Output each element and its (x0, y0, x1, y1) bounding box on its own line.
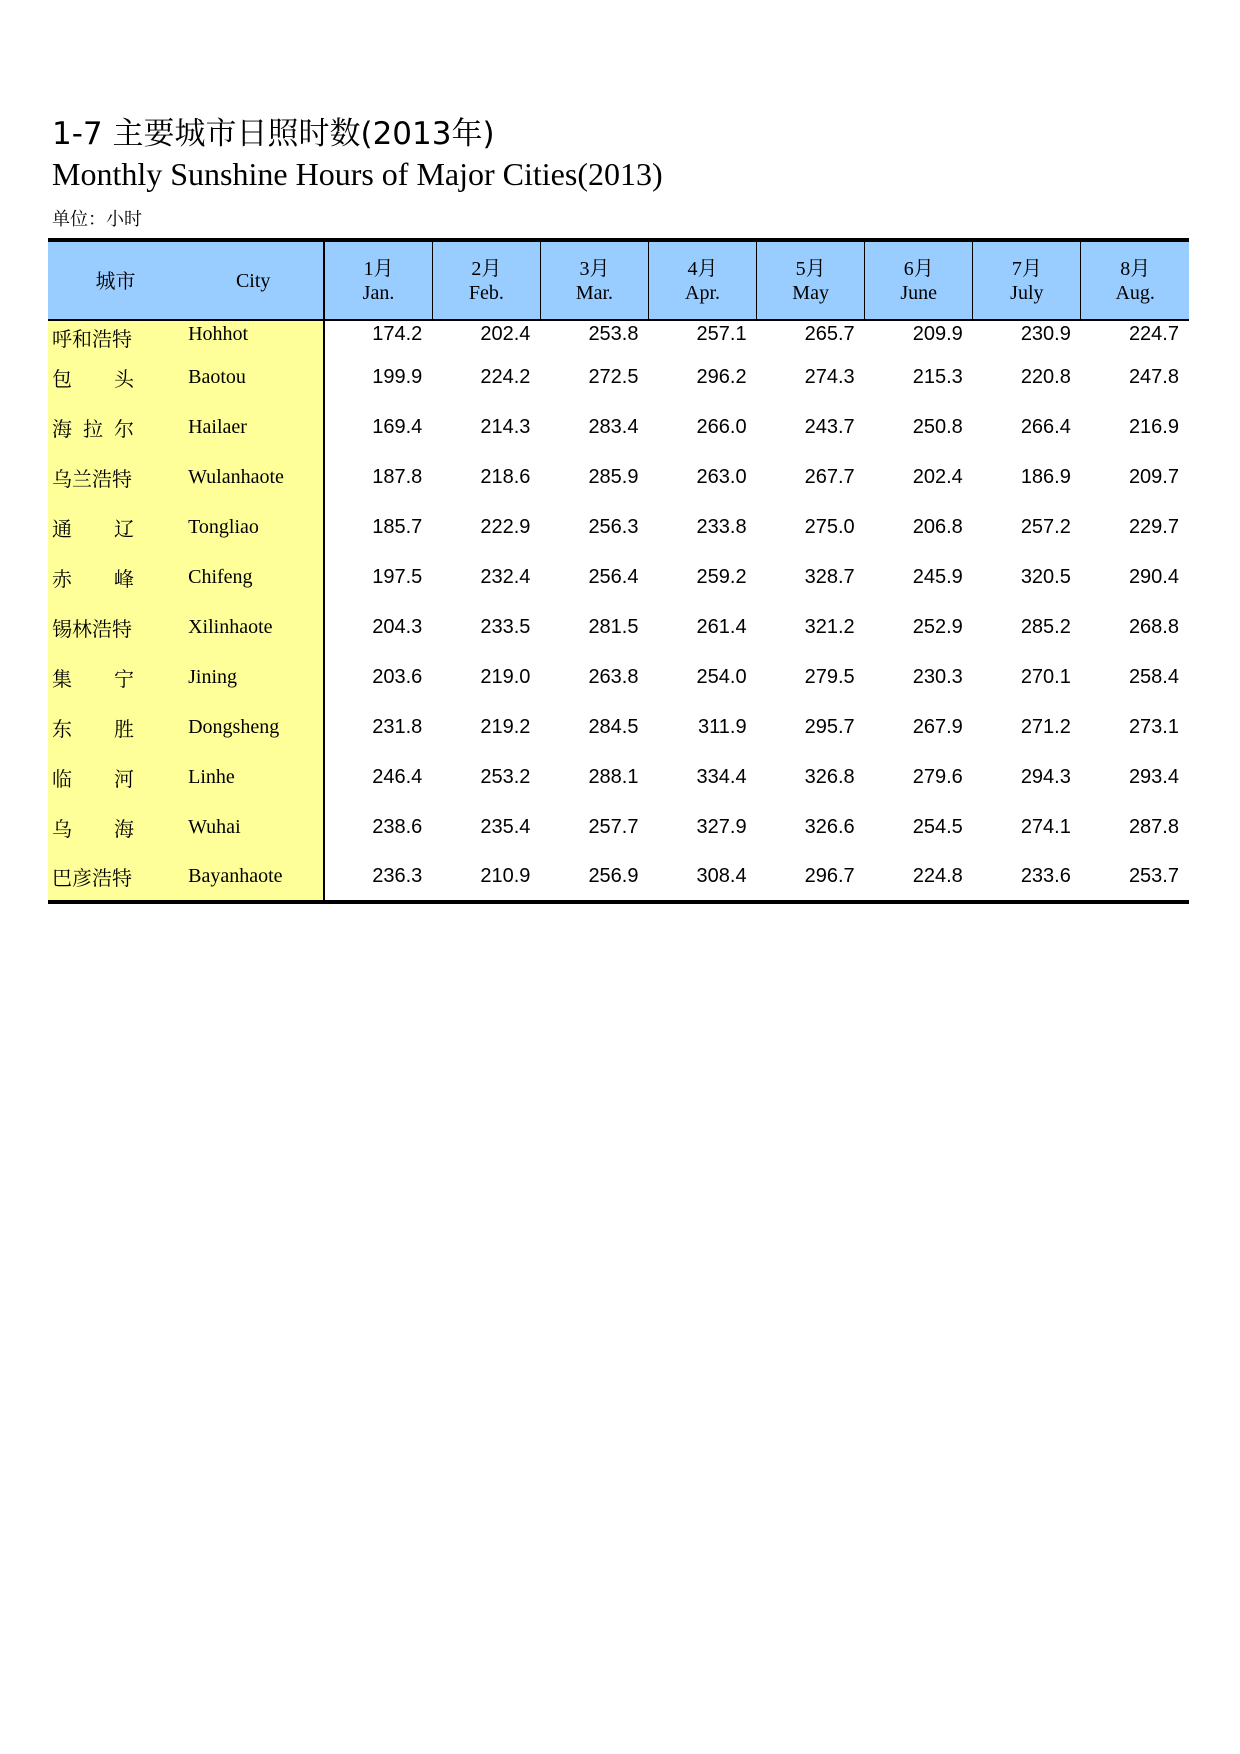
sunshine-hours-value: 274.3 (804, 365, 855, 388)
city-name-cn-text: 海拉尔 (52, 416, 134, 441)
month-en: Feb. (468, 281, 504, 304)
sunshine-hours-value: 229.7 (1128, 515, 1179, 538)
sunshine-hours-value: 285.2 (1020, 615, 1071, 638)
city-name-en: Xilinhaote (183, 602, 324, 652)
column-header-city-cn: 城市 (48, 240, 183, 320)
city-name-cn (48, 320, 183, 352)
sunshine-hours-value: 279.5 (804, 665, 855, 688)
sunshine-hours-value: 268.8 (1128, 615, 1179, 638)
month-cn: 3月 (579, 257, 610, 280)
sunshine-hours-value: 263.8 (588, 665, 639, 688)
city-name-cn (48, 752, 183, 802)
sunshine-hours-value: 279.6 (912, 765, 963, 788)
unit-label: 单位：小时 (52, 209, 142, 230)
sunshine-hours-value: 259.2 (696, 565, 747, 588)
city-name-cn-text: 通辽 (52, 516, 134, 541)
month-cn: 5月 (795, 257, 826, 280)
sunshine-hours-value: 296.2 (696, 365, 747, 388)
column-header-city-en: City (183, 240, 324, 320)
sunshine-hours-value: 308.4 (649, 852, 757, 902)
sunshine-hours-value: 214.3 (480, 415, 531, 438)
sunshine-hours-value: 199.9 (372, 365, 423, 388)
sunshine-hours-value: 243.7 (804, 415, 855, 438)
sunshine-hours-value: 273.1 (1128, 715, 1179, 738)
sunshine-hours-value: 257.1 (696, 323, 747, 345)
table-row (48, 602, 1189, 652)
sunshine-hours-value: 220.8 (1020, 365, 1071, 388)
sunshine-hours-value: 222.9 (480, 515, 531, 538)
sunshine-hours-value: 272.5 (588, 365, 639, 388)
sunshine-hours-value: 187.8 (372, 465, 423, 488)
month-cn: 7月 (1011, 257, 1042, 280)
sunshine-hours-value: 218.6 (480, 465, 531, 488)
sunshine-hours-value: 233.5 (480, 615, 531, 638)
sunshine-hours-value: 281.5 (588, 615, 639, 638)
sunshine-hours-value: 290.4 (1128, 565, 1179, 588)
sunshine-hours-value: 266.4 (1020, 415, 1071, 438)
page-title-english: Monthly Sunshine Hours of Major Cities(2013) (52, 156, 663, 192)
city-name-cn (48, 602, 183, 652)
sunshine-hours-value: 246.4 (372, 765, 423, 788)
sunshine-hours-value: 210.9 (432, 852, 540, 902)
city-name-en: Chifeng (183, 552, 324, 602)
sunshine-hours-value: 219.2 (480, 715, 531, 738)
city-name-cn (48, 702, 183, 752)
city-name-en: Baotou (183, 352, 324, 402)
sunshine-hours-value: 224.7 (1128, 323, 1179, 345)
city-name-en: Jining (183, 652, 324, 702)
sunshine-hours-value: 209.7 (1128, 465, 1179, 488)
page-title-chinese: 1-7 主要城市日照时数(2013年) (52, 116, 495, 152)
sunshine-hours-value: 204.3 (372, 615, 423, 638)
sunshine-hours-table (48, 238, 1189, 904)
sunshine-hours-value: 311.9 (698, 715, 747, 738)
city-name-cn (48, 452, 183, 502)
city-name-en: Bayanhaote (183, 852, 324, 902)
sunshine-hours-value: 274.1 (1020, 815, 1071, 838)
month-en: Jan. (362, 281, 395, 304)
sunshine-hours-value: 252.9 (912, 615, 963, 638)
sunshine-hours-value: 261.4 (696, 615, 747, 638)
sunshine-hours-value: 174.2 (372, 323, 423, 345)
city-name-cn-text: 东胜 (52, 716, 134, 741)
city-name-en: Hailaer (183, 402, 324, 452)
sunshine-hours-value: 267.9 (912, 715, 963, 738)
sunshine-hours-value: 247.8 (1128, 365, 1179, 388)
column-header-month (649, 240, 757, 320)
table-row (48, 320, 1189, 352)
column-header-month (1081, 240, 1189, 320)
column-header-month (973, 240, 1081, 320)
sunshine-hours-value: 334.4 (696, 765, 747, 788)
sunshine-hours-value: 267.7 (804, 465, 855, 488)
month-cn: 4月 (687, 257, 718, 280)
sunshine-hours-value: 238.6 (372, 815, 423, 838)
sunshine-hours-value: 216.9 (1128, 415, 1179, 438)
month-en: July (1010, 281, 1044, 304)
sunshine-hours-value: 202.4 (480, 323, 531, 345)
sunshine-hours-value: 215.3 (912, 365, 963, 388)
header-row (48, 240, 1189, 320)
sunshine-hours-value: 257.2 (1020, 515, 1071, 538)
city-name-en: Hohhot (183, 320, 324, 352)
month-cn: 6月 (903, 257, 934, 280)
sunshine-hours-value: 224.2 (480, 365, 531, 388)
sunshine-hours-value: 219.0 (480, 665, 531, 688)
sunshine-hours-value: 294.3 (1020, 765, 1071, 788)
table-row (48, 352, 1189, 402)
sunshine-hours-value: 256.9 (540, 852, 648, 902)
column-header-month (757, 240, 865, 320)
city-name-en: Wuhai (183, 802, 324, 852)
column-header-month (865, 240, 973, 320)
month-en: Apr. (685, 281, 721, 304)
city-name-cn (48, 502, 183, 552)
city-name-cn (48, 852, 183, 902)
month-cn: 1月 (363, 257, 394, 280)
sunshine-hours-value: 236.3 (324, 852, 432, 902)
table-row (48, 552, 1189, 602)
sunshine-hours-value: 285.9 (588, 465, 639, 488)
sunshine-hours-value: 256.4 (588, 565, 639, 588)
column-header-month (432, 240, 540, 320)
sunshine-hours-value: 320.5 (1020, 565, 1071, 588)
city-name-cn (48, 552, 183, 602)
table-row (48, 752, 1189, 802)
city-name-cn (48, 402, 183, 452)
city-name-cn (48, 352, 183, 402)
city-name-en: Wulanhaote (183, 452, 324, 502)
sunshine-hours-value: 254.0 (696, 665, 747, 688)
sunshine-hours-value: 231.8 (372, 715, 423, 738)
city-name-en: Tongliao (183, 502, 324, 552)
sunshine-hours-value: 327.9 (696, 815, 747, 838)
sunshine-hours-value: 230.9 (1020, 323, 1071, 345)
month-en: May (792, 281, 829, 304)
table-row (48, 802, 1189, 852)
city-name-cn-text: 乌海 (52, 816, 134, 841)
sunshine-hours-value: 224.8 (865, 852, 973, 902)
table-row (48, 852, 1189, 902)
sunshine-hours-value: 250.8 (912, 415, 963, 438)
column-header-month (324, 240, 432, 320)
sunshine-hours-value: 202.4 (912, 465, 963, 488)
sunshine-hours-value: 266.0 (696, 415, 747, 438)
city-name-cn-text: 赤峰 (52, 566, 134, 591)
month-cn: 2月 (471, 257, 502, 280)
sunshine-hours-value: 253.8 (588, 323, 639, 345)
sunshine-hours-value: 233.8 (696, 515, 747, 538)
sunshine-hours-value: 232.4 (480, 565, 531, 588)
sunshine-hours-value: 253.2 (480, 765, 531, 788)
sunshine-hours-value: 326.6 (804, 815, 855, 838)
sunshine-hours-value: 254.5 (912, 815, 963, 838)
city-name-cn-text: 巴彦浩特 (52, 865, 132, 890)
sunshine-hours-value: 284.5 (588, 715, 639, 738)
table-header (48, 240, 1189, 320)
sunshine-hours-value: 265.7 (804, 323, 855, 345)
sunshine-hours-value: 230.3 (912, 665, 963, 688)
sunshine-hours-value: 271.2 (1020, 715, 1071, 738)
sunshine-hours-value: 185.7 (372, 515, 423, 538)
city-name-cn-text: 呼和浩特 (52, 327, 132, 351)
city-name-cn (48, 652, 183, 702)
city-name-cn-text: 集宁 (52, 666, 134, 691)
table-row (48, 652, 1189, 702)
sunshine-hours-value: 270.1 (1020, 665, 1071, 688)
table-row (48, 502, 1189, 552)
sunshine-hours-value: 326.8 (804, 765, 855, 788)
sunshine-hours-value: 321.2 (804, 615, 855, 638)
month-en: Mar. (575, 281, 614, 304)
sunshine-hours-value: 197.5 (372, 565, 423, 588)
sunshine-hours-value: 186.9 (1020, 465, 1071, 488)
sunshine-hours-value: 295.7 (804, 715, 855, 738)
sunshine-hours-value: 288.1 (588, 765, 639, 788)
sunshine-hours-value: 296.7 (757, 852, 865, 902)
sunshine-hours-value: 256.3 (588, 515, 639, 538)
column-header-month (540, 240, 648, 320)
sunshine-hours-value: 203.6 (372, 665, 423, 688)
city-name-en: Linhe (183, 752, 324, 802)
sunshine-hours-value: 253.7 (1081, 852, 1189, 902)
month-en: June (900, 281, 938, 304)
city-name-cn-text: 包头 (52, 366, 134, 391)
city-name-cn-text: 锡林浩特 (52, 616, 132, 641)
sunshine-hours-value: 245.9 (912, 565, 963, 588)
sunshine-hours-value: 209.9 (912, 323, 963, 345)
sunshine-hours-value: 169.4 (372, 415, 423, 438)
table-row (48, 452, 1189, 502)
sunshine-hours-value: 293.4 (1128, 765, 1179, 788)
sunshine-hours-value: 257.7 (588, 815, 639, 838)
sunshine-hours-value: 263.0 (696, 465, 747, 488)
sunshine-hours-value: 287.8 (1128, 815, 1179, 838)
city-name-cn-text: 乌兰浩特 (52, 466, 132, 491)
sunshine-hours-value: 258.4 (1128, 665, 1179, 688)
table-row (48, 402, 1189, 452)
month-cn: 8月 (1120, 257, 1151, 280)
sunshine-hours-value: 275.0 (804, 515, 855, 538)
sunshine-hours-value: 328.7 (804, 565, 855, 588)
table-row (48, 702, 1189, 752)
sunshine-hours-value: 283.4 (588, 415, 639, 438)
city-name-en: Dongsheng (183, 702, 324, 752)
table-body (48, 320, 1189, 902)
month-en: Aug. (1115, 281, 1155, 304)
city-name-cn (48, 802, 183, 852)
sunshine-hours-value: 233.6 (973, 852, 1081, 902)
city-name-cn-text: 临河 (52, 766, 134, 791)
sunshine-hours-value: 206.8 (912, 515, 963, 538)
sunshine-hours-value: 235.4 (480, 815, 531, 838)
